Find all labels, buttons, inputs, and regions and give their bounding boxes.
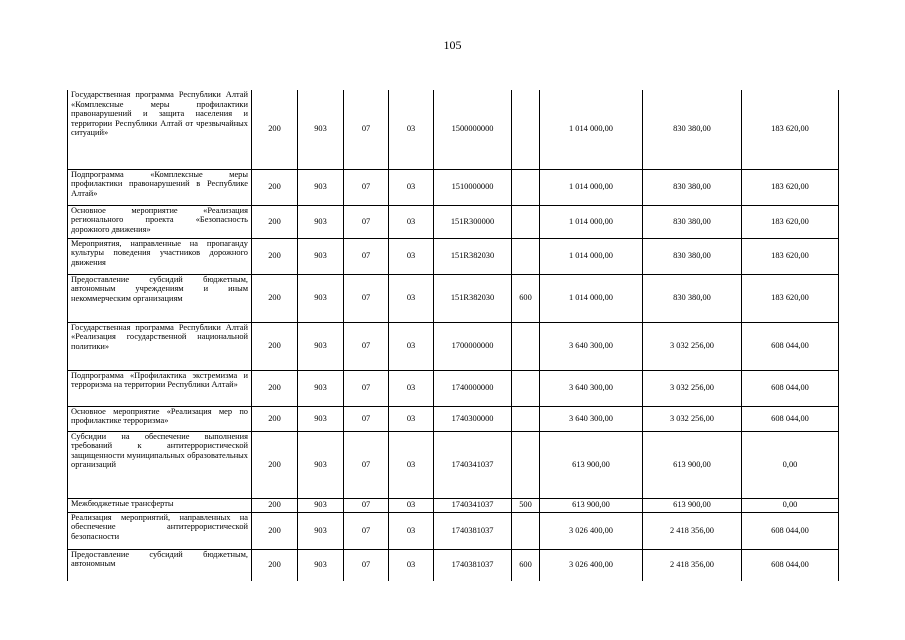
amount-regional-cell: 608 044,00 <box>742 549 839 581</box>
expense-type-cell <box>512 370 540 406</box>
expense-type-cell <box>512 238 540 274</box>
code-2-cell: 903 <box>298 169 344 205</box>
subsection-cell: 03 <box>389 498 434 512</box>
row-name-cell: Межбюджетные трансферты <box>68 498 252 512</box>
section-cell: 07 <box>344 370 389 406</box>
subsection-cell: 03 <box>389 406 434 431</box>
subsection-cell: 03 <box>389 431 434 498</box>
row-name-cell: Реализация мероприятий, направленных на обеспечение антитеррористической безопасности <box>68 512 252 549</box>
target-article-cell: 1740341037 <box>434 431 512 498</box>
expense-type-cell: 600 <box>512 274 540 322</box>
amount-regional-cell: 608 044,00 <box>742 406 839 431</box>
row-name-cell: Основное мероприятие «Реализация мер по профилактике терроризма» <box>68 406 252 431</box>
amount-total-cell: 3 026 400,00 <box>540 512 643 549</box>
amount-total-cell: 3 640 300,00 <box>540 406 643 431</box>
target-article-cell: 151R300000 <box>434 205 512 238</box>
target-article-cell: 1740381037 <box>434 549 512 581</box>
amount-regional-cell: 0,00 <box>742 498 839 512</box>
section-cell: 07 <box>344 549 389 581</box>
table-row <box>68 322 839 370</box>
expense-type-cell <box>512 322 540 370</box>
table-row <box>68 431 839 498</box>
row-name-cell: Субсидии на обеспечение выполнения требований к антитеррористической защищенности муниципальных образовательных организаций <box>68 431 252 498</box>
page-number: 105 <box>443 38 462 52</box>
code-2-cell: 903 <box>298 512 344 549</box>
subsection-cell: 03 <box>389 205 434 238</box>
amount-regional-cell: 608 044,00 <box>742 370 839 406</box>
amount-total-cell: 3 640 300,00 <box>540 322 643 370</box>
target-article-cell: 1740300000 <box>434 406 512 431</box>
code-1-cell: 200 <box>252 274 298 322</box>
code-1-cell: 200 <box>252 431 298 498</box>
amount-regional-cell: 183 620,00 <box>742 205 839 238</box>
amount-regional-cell: 0,00 <box>742 431 839 498</box>
amount-total-cell: 613 900,00 <box>540 498 643 512</box>
target-article-cell: 151R382030 <box>434 238 512 274</box>
amount-federal-cell: 613 900,00 <box>643 498 742 512</box>
expense-type-cell <box>512 90 540 169</box>
amount-federal-cell: 2 418 356,00 <box>643 512 742 549</box>
table-row <box>68 169 839 205</box>
amount-federal-cell: 830 380,00 <box>643 169 742 205</box>
subsection-cell: 03 <box>389 238 434 274</box>
row-name-cell: Государственная программа Республики Алтай «Комплексные меры профилактики правонарушений и защита населения и территории Республики Алтай от чрезвычайных ситуаций» <box>68 90 252 169</box>
code-2-cell: 903 <box>298 322 344 370</box>
table-row <box>68 512 839 549</box>
subsection-cell: 03 <box>389 90 434 169</box>
row-name-cell: Предоставление субсидий бюджетным, автономным учреждениям и иным некоммерческим организациям <box>68 274 252 322</box>
section-cell: 07 <box>344 169 389 205</box>
section-cell: 07 <box>344 498 389 512</box>
table-row <box>68 498 839 512</box>
table-row <box>68 274 839 322</box>
code-1-cell: 200 <box>252 322 298 370</box>
expense-type-cell: 600 <box>512 549 540 581</box>
code-2-cell: 903 <box>298 406 344 431</box>
amount-regional-cell: 183 620,00 <box>742 169 839 205</box>
subsection-cell: 03 <box>389 549 434 581</box>
table-body <box>68 90 839 581</box>
table-row <box>68 549 839 581</box>
expense-type-cell <box>512 431 540 498</box>
code-2-cell: 903 <box>298 90 344 169</box>
code-2-cell: 903 <box>298 370 344 406</box>
subsection-cell: 03 <box>389 322 434 370</box>
target-article-cell: 1740341037 <box>434 498 512 512</box>
amount-total-cell: 1 014 000,00 <box>540 274 643 322</box>
row-name-cell: Мероприятия, направленные на пропаганду культуры поведения участников дорожного движения <box>68 238 252 274</box>
amount-federal-cell: 613 900,00 <box>643 431 742 498</box>
code-1-cell: 200 <box>252 205 298 238</box>
amount-federal-cell: 830 380,00 <box>643 238 742 274</box>
section-cell: 07 <box>344 512 389 549</box>
code-1-cell: 200 <box>252 498 298 512</box>
budget-table <box>67 90 839 581</box>
code-2-cell: 903 <box>298 238 344 274</box>
row-name-cell: Основное мероприятие «Реализация регионального проекта «Безопасность дорожного движения» <box>68 205 252 238</box>
code-1-cell: 200 <box>252 370 298 406</box>
table-row <box>68 406 839 431</box>
code-2-cell: 903 <box>298 274 344 322</box>
amount-federal-cell: 3 032 256,00 <box>643 322 742 370</box>
expense-type-cell <box>512 512 540 549</box>
section-cell: 07 <box>344 90 389 169</box>
section-cell: 07 <box>344 431 389 498</box>
code-1-cell: 200 <box>252 406 298 431</box>
amount-federal-cell: 3 032 256,00 <box>643 370 742 406</box>
target-article-cell: 1500000000 <box>434 90 512 169</box>
amount-federal-cell: 830 380,00 <box>643 90 742 169</box>
target-article-cell: 1740381037 <box>434 512 512 549</box>
target-article-cell: 1510000000 <box>434 169 512 205</box>
section-cell: 07 <box>344 238 389 274</box>
target-article-cell: 151R382030 <box>434 274 512 322</box>
code-1-cell: 200 <box>252 512 298 549</box>
section-cell: 07 <box>344 274 389 322</box>
code-1-cell: 200 <box>252 169 298 205</box>
amount-total-cell: 1 014 000,00 <box>540 169 643 205</box>
amount-total-cell: 3 026 400,00 <box>540 549 643 581</box>
amount-regional-cell: 608 044,00 <box>742 512 839 549</box>
amount-total-cell: 1 014 000,00 <box>540 238 643 274</box>
expense-type-cell <box>512 406 540 431</box>
row-name-cell: Государственная программа Республики Алтай «Реализация государственной национальной политики» <box>68 322 252 370</box>
code-1-cell: 200 <box>252 90 298 169</box>
code-2-cell: 903 <box>298 205 344 238</box>
expense-type-cell <box>512 169 540 205</box>
table-row <box>68 370 839 406</box>
amount-regional-cell: 183 620,00 <box>742 238 839 274</box>
target-article-cell: 1700000000 <box>434 322 512 370</box>
amount-regional-cell: 608 044,00 <box>742 322 839 370</box>
subsection-cell: 03 <box>389 370 434 406</box>
expense-type-cell: 500 <box>512 498 540 512</box>
amount-federal-cell: 830 380,00 <box>643 274 742 322</box>
amount-regional-cell: 183 620,00 <box>742 274 839 322</box>
row-name-cell: Подпрограмма «Комплексные меры профилактики правонарушений в Республике Алтай» <box>68 169 252 205</box>
code-1-cell: 200 <box>252 238 298 274</box>
section-cell: 07 <box>344 406 389 431</box>
amount-total-cell: 3 640 300,00 <box>540 370 643 406</box>
expense-type-cell <box>512 205 540 238</box>
row-name-cell: Подпрограмма «Профилактика экстремизма и терроризма на территории Республики Алтай» <box>68 370 252 406</box>
subsection-cell: 03 <box>389 512 434 549</box>
section-cell: 07 <box>344 322 389 370</box>
code-2-cell: 903 <box>298 431 344 498</box>
subsection-cell: 03 <box>389 274 434 322</box>
amount-total-cell: 1 014 000,00 <box>540 205 643 238</box>
code-2-cell: 903 <box>298 549 344 581</box>
code-2-cell: 903 <box>298 498 344 512</box>
table-row <box>68 90 839 169</box>
amount-federal-cell: 830 380,00 <box>643 205 742 238</box>
amount-federal-cell: 3 032 256,00 <box>643 406 742 431</box>
amount-total-cell: 1 014 000,00 <box>540 90 643 169</box>
subsection-cell: 03 <box>389 169 434 205</box>
code-1-cell: 200 <box>252 549 298 581</box>
amount-total-cell: 613 900,00 <box>540 431 643 498</box>
target-article-cell: 1740000000 <box>434 370 512 406</box>
table-row <box>68 238 839 274</box>
table-row <box>68 205 839 238</box>
amount-federal-cell: 2 418 356,00 <box>643 549 742 581</box>
row-name-cell: Предоставление субсидий бюджетным, автономным <box>68 549 252 581</box>
amount-regional-cell: 183 620,00 <box>742 90 839 169</box>
section-cell: 07 <box>344 205 389 238</box>
